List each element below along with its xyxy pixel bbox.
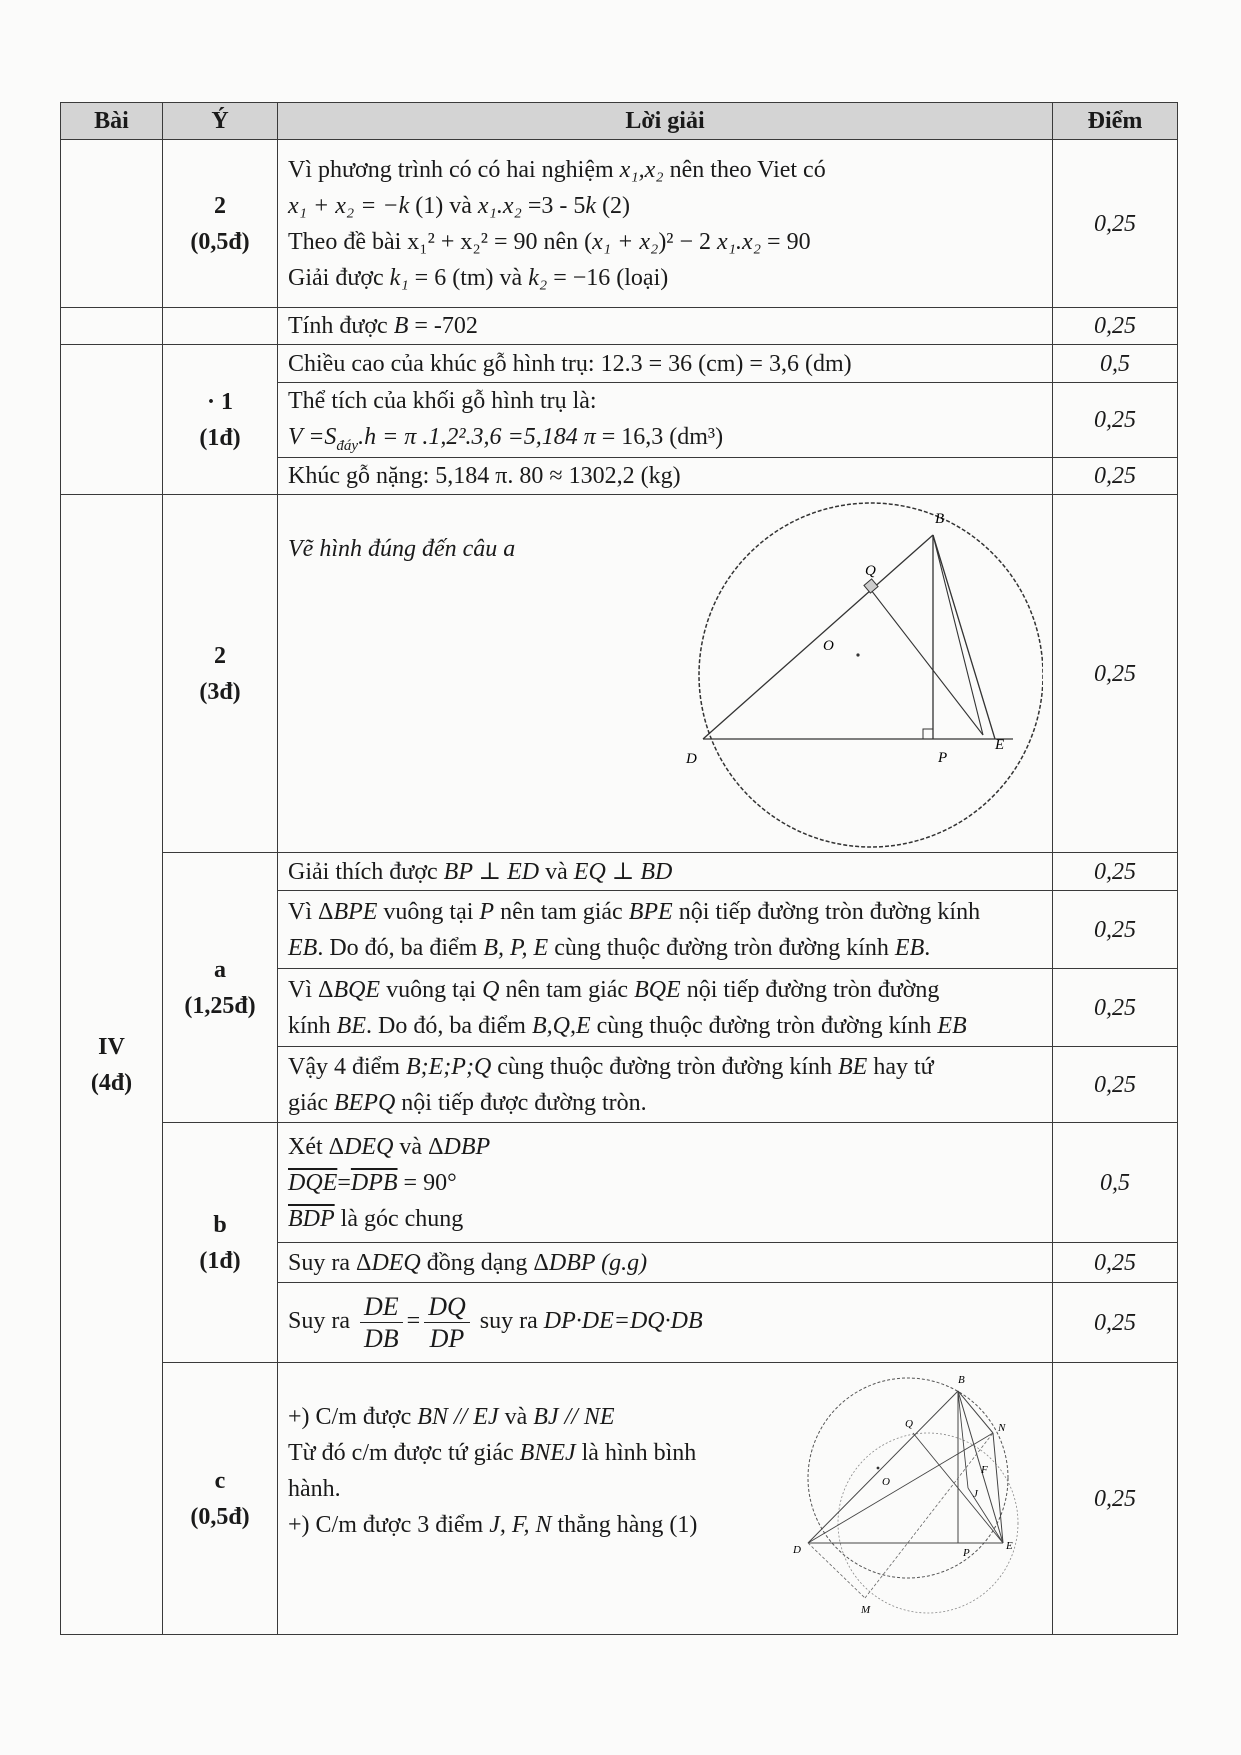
row-khuc-go: Khúc gỗ nặng: 5,184 π. 80 ≈ 1302,2 (kg) 0,25 <box>61 458 1178 495</box>
header-row <box>61 103 1178 140</box>
svg-text:Q: Q <box>865 563 876 580</box>
header-loigiai: Lời giải <box>278 103 1053 140</box>
geometry-figure-2 <box>778 1363 1048 1633</box>
svg-text:B: B <box>958 1374 965 1387</box>
row-b-1: b (1đ) Xét ΔDEQ và ΔDBP $\overline{DQE}=\overline{DPB} = 90^\circ$ $\overline{BDP}$ là góc chung 0,5 <box>61 1123 1178 1243</box>
svg-text:D: D <box>793 1544 801 1557</box>
svg-text:P: P <box>963 1547 970 1560</box>
svg-text:D: D <box>686 751 697 768</box>
points-cell: 0,25 <box>1053 140 1178 308</box>
row-chieu-cao: · 1 (1đ) Chiều cao của khúc gỗ hình trụ: 12.3 = 36 (cm) = 3,6 (dm) 0,5 <box>61 345 1178 383</box>
header-bai: Bài <box>61 103 163 140</box>
row-hinh-ve: IV (4đ) 2 (3đ) Vẽ hình đúng đến câu a B Q O D P E 0,25 <box>61 495 1178 853</box>
svg-text:E: E <box>1006 1540 1013 1553</box>
svg-text:M: M <box>861 1604 871 1617</box>
svg-text:P: P <box>938 750 948 767</box>
header-diem: Điểm <box>1053 103 1178 140</box>
svg-text:J: J <box>973 1488 978 1501</box>
svg-text:E: E <box>995 737 1005 754</box>
row-a-3: Vì ΔBQE vuông tại Q nên tam giác BQE nội tiếp đường tròn đường kính BE. Do đó, ba điểm B,Q,E cùng thuộc đường tròn đường kính EB 0,25 <box>61 969 1178 1047</box>
row-a-4: Vậy 4 điểm B;E;P;Q cùng thuộc đường tròn đường kính BE hay tứ giác BEPQ nội tiếp được đường tròn. 0,25 <box>61 1047 1178 1123</box>
row-c: c (0,5đ) +) C/m được BN // EJ và BJ // NE Từ đó c/m được tứ giác BNEJ là hình bình hành. +) C/m được 3 điểm J, F, N thẳng hàng (1) B Q N O F J D P E M 0,25 <box>61 1363 1178 1635</box>
grading-table <box>60 102 1178 1635</box>
row-b-2: Suy ra ΔDEQ đồng dạng ΔDBP (g.g) 0,25 <box>61 1243 1178 1283</box>
svg-text:F: F <box>981 1464 988 1477</box>
geometry-figure-1 <box>683 495 1043 851</box>
solution-cell: Vì phương trình có có hai nghiệm x₁,x₂ nên theo Viet có x₁ + x₂ = −k (1) và x₁.x₂ =3 - 5k (2) Theo đề bài x₁² + x₂² = 90 nên (x₁ + x₂)² − 2 x₁.x₂ = 90 Giải được k₁ = 6 (tm) và k₂ = −16 (loại) <box>278 140 1053 308</box>
row-a-2: Vì ΔBPE vuông tại P nên tam giác BPE nội tiếp đường tròn đường kính EB. Do đó, ba điểm B, P, E cùng thuộc đường tròn đường kính EB. 0,25 <box>61 891 1178 969</box>
row-B: Tính được B = -702 0,25 <box>61 308 1178 345</box>
svg-text:O: O <box>823 638 834 655</box>
svg-text:O: O <box>882 1476 890 1489</box>
row-a-1: a (1,25đ) Giải thích được BP ⊥ ED và EQ ⊥ BD 0,25 <box>61 853 1178 891</box>
fraction-de-db: $\frac{DE}{DB}$ <box>360 1291 403 1354</box>
fraction-dq-dp: $\frac{DQ}{DP}$ <box>424 1291 470 1354</box>
bai-iv-cell: IV (4đ) <box>61 495 163 1635</box>
svg-text:Q: Q <box>905 1418 913 1431</box>
svg-text:B: B <box>935 511 945 528</box>
svg-text:N: N <box>998 1422 1006 1435</box>
y-cell: 2 (0,5đ) <box>163 140 278 308</box>
row-viet <box>61 140 1178 308</box>
row-the-tich: Thể tích của khối gỗ hình trụ là: $V =S_{đáy}.h = \pi$ .1,2².3,6 =5,184 π = 16,3 (dm³) 0,25 <box>61 383 1178 458</box>
row-b-3: Suy ra $\frac{DE}{DB}$ = $\frac{DQ}{DP}$ suy ra DP·DE=DQ·DB 0,25 <box>61 1283 1178 1363</box>
header-y: Ý <box>163 103 278 140</box>
y-cell: · 1 (1đ) <box>163 345 278 495</box>
